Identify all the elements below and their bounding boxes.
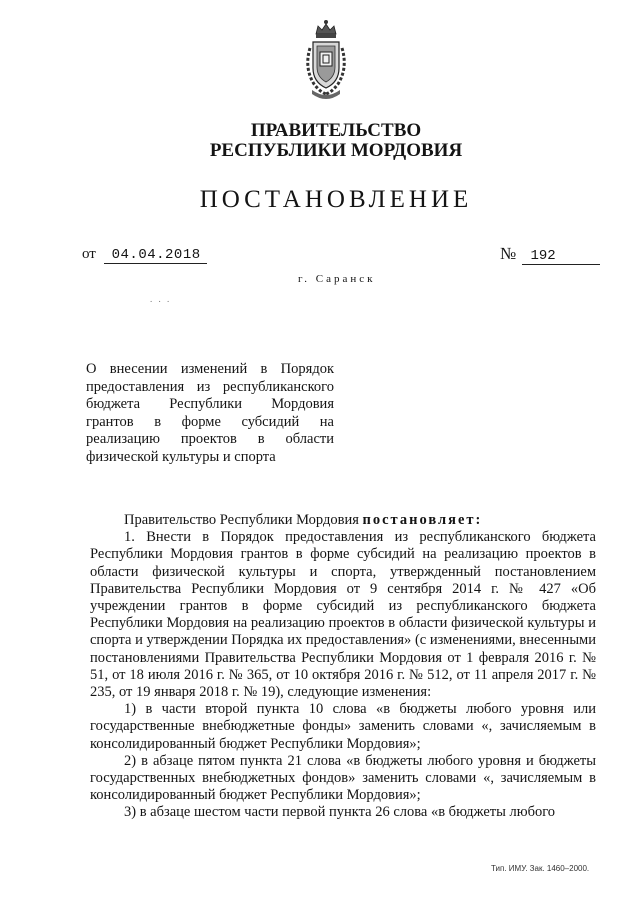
date-value: 04.04.2018 [104, 247, 207, 264]
republic-title: РЕСПУБЛИКИ МОРДОВИЯ [209, 140, 463, 161]
number-value: 192 [522, 248, 600, 265]
document-type: ПОСТАНОВЛЕНИЕ [199, 186, 473, 213]
number-prefix: № [500, 244, 517, 263]
intro-decree: постановляет: [362, 512, 483, 528]
body-paragraph-2: 1) в части второй пункта 10 слова «в бюджеты любого уровня или государственные внебюджетные фонды» заменить словами «, зачисляемым в консолидированный бюджет Республики Мордовия»; [90, 701, 596, 752]
coat-of-arms-emblem [300, 18, 352, 102]
number-line [500, 244, 600, 265]
document-subject: О внесении изменений в Порядок предоставления из республиканского бюджета Республики Мордовия грантов в форме субсидий на реализацию проектов в области физической культуры и спорта [86, 361, 334, 465]
body-paragraph-4: 3) в абзаце шестом части первой пункта 26 слова «в бюджеты любого [124, 804, 556, 821]
intro-paragraph [90, 512, 596, 529]
print-footer: Тип. ИМУ. Зак. 1460–2000. [491, 864, 590, 873]
body-paragraph-3: 2) в абзаце пятом пункта 21 слова «в бюджеты любого уровня и бюджеты государственных внебюджетных фондов» заменить словами «, зачисляемым в консолидированный бюджет Республики Мордовия»; [90, 752, 596, 804]
scan-dots: . . . [150, 294, 172, 304]
date-prefix: от [82, 246, 96, 262]
document-body [90, 512, 596, 822]
city-label: г. Саранск [298, 273, 376, 285]
government-title: ПРАВИТЕЛЬСТВО [250, 120, 422, 141]
body-paragraph-1: 1. Внести в Порядок предоставления из республиканского бюджета Республики Мордовия грантов в форме субсидий на реализацию проектов в области физической культуры и спорта, утвержденный постановлением Правительства Республики Мордовия от 9 сентября 2014 г. № 427 «Об учреждении грантов в форме субсидий из республиканского бюджета Республики Мордовия на реализацию проектов в области физической культуры и спорта и утверждении Порядка их предоставления» (с изменениями, внесенными постановлениями Правительства Республики Мордовия от 1 февраля 2016 г. № 51, от 18 июля 2016 г. № 365, от 10 октября 2016 г. № 512, от 11 апреля 2017 г. № 235, от 19 января 2018 г. № 19), следующие изменения: [90, 529, 596, 701]
intro-prefix: Правительство Республики Мордовия [124, 512, 359, 528]
date-line [82, 246, 207, 264]
